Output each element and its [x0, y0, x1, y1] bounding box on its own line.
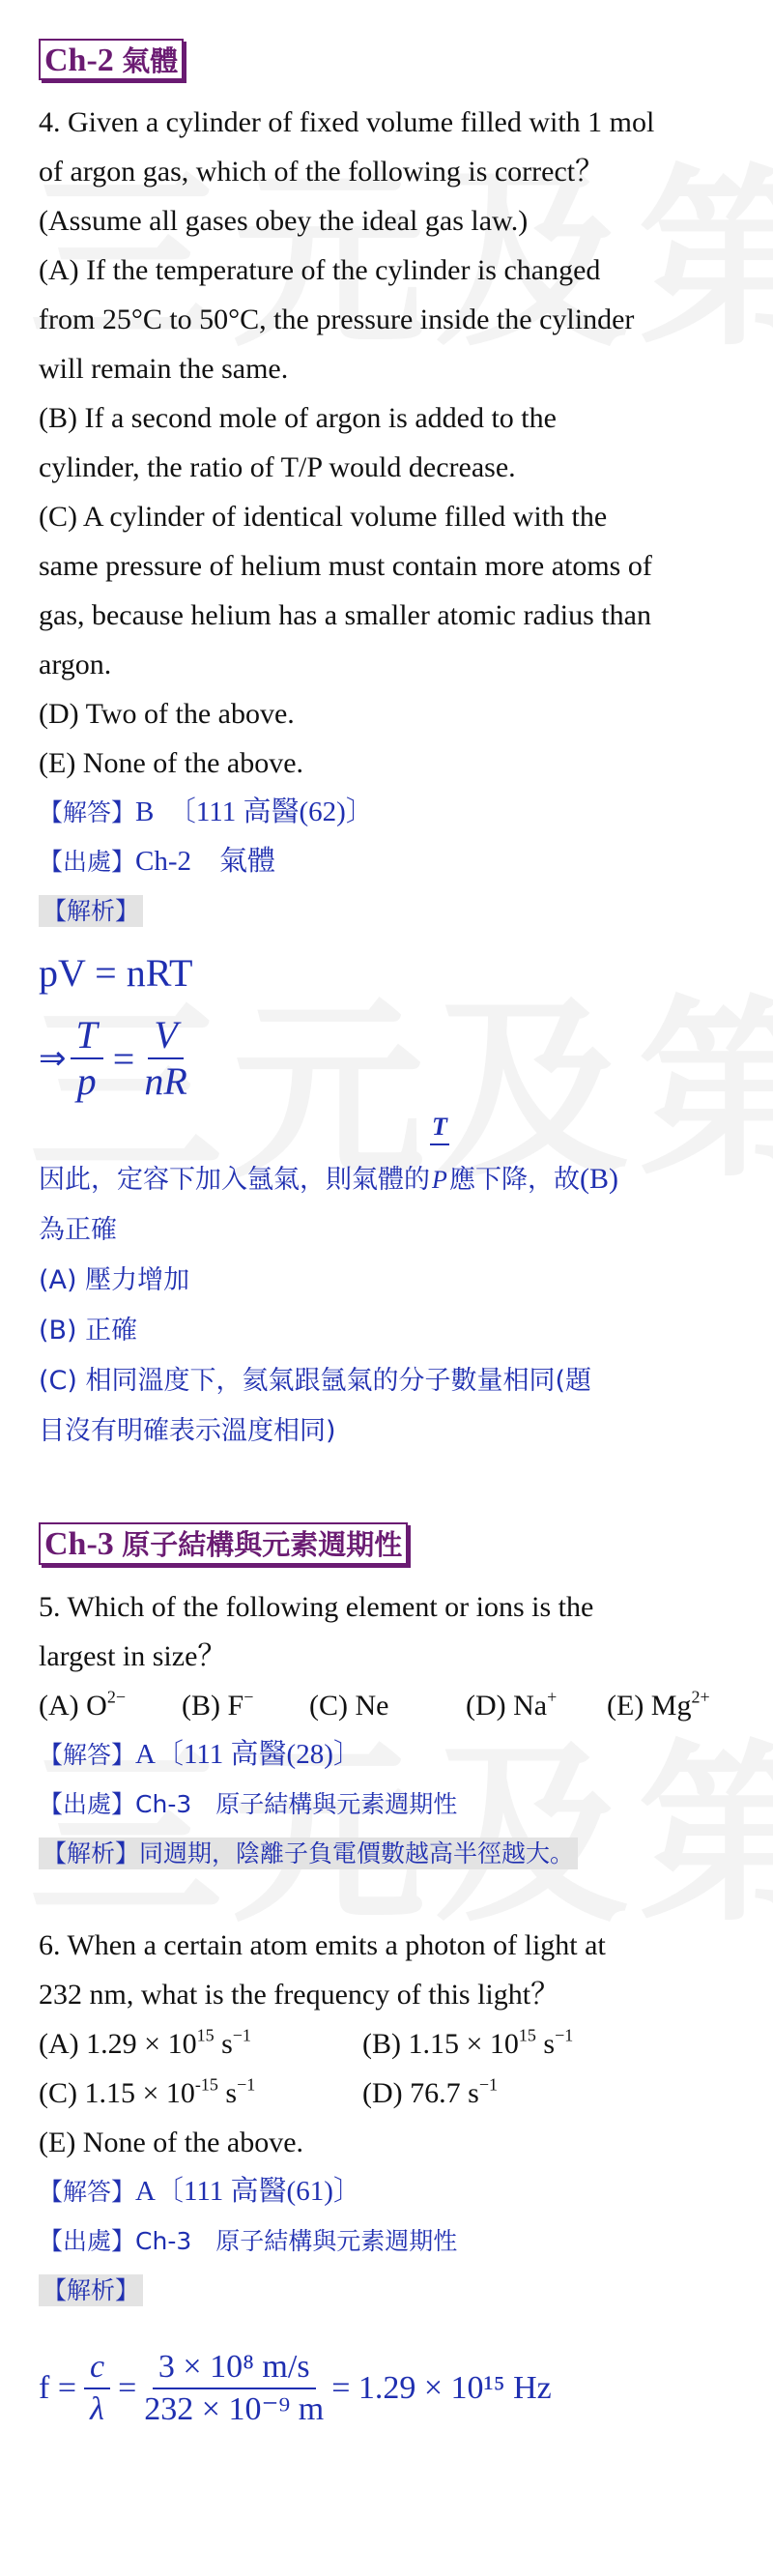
fraction — [144, 2347, 324, 2430]
solution-part: 應下降，故 — [449, 1165, 580, 1196]
question-line: cylinder, the ratio of T/P would decrease. — [39, 451, 516, 484]
document-page — [39, 39, 744, 2437]
option-c — [309, 1681, 466, 1730]
source-value: Ch-2 氣體 — [135, 846, 276, 878]
answer-label: 【解答】 — [39, 798, 136, 827]
answer-row — [39, 1730, 744, 1780]
question-line: (E) None of the above. — [39, 747, 304, 780]
inline-fraction-den: P — [432, 1166, 447, 1195]
option-text: (A) 1.29 × 10 — [39, 2027, 197, 2060]
superscript: −1 — [237, 2074, 256, 2095]
denominator: 232 × 10⁻⁹ m — [144, 2390, 325, 2427]
question-5 — [39, 1582, 744, 1681]
numerator: V — [148, 1013, 183, 1059]
option-e — [607, 1681, 710, 1730]
source-label: 【出處】 — [39, 2226, 136, 2255]
source-value: Ch-3 原子結構與元素週期性 — [135, 2226, 458, 2255]
equation-ratio — [39, 1005, 744, 1112]
question-line: (D) Two of the above. — [39, 698, 295, 731]
superscript: + — [547, 1687, 558, 1707]
chapter-heading — [39, 39, 184, 80]
numerator: c — [84, 2347, 110, 2389]
question-4 — [39, 98, 744, 788]
options-row — [39, 2069, 744, 2118]
answer-value: A〔111 高醫(28)〕 — [135, 1738, 361, 1770]
question-line: (A) If the temperature of the cylinder is changed — [39, 254, 601, 287]
superscript: 15 — [518, 2025, 536, 2045]
solution-part: (B) — [580, 1163, 618, 1196]
question-line: 232 nm, what is the frequency of this light？ — [39, 1978, 560, 2011]
denominator: λ — [90, 2390, 104, 2427]
analysis-text: 同週期，陰離子負電價數越高半徑越大。 — [139, 1838, 575, 1867]
inline-fraction-num: T — [430, 1111, 449, 1145]
options-row — [39, 1681, 744, 1730]
answer-label: 【解答】 — [39, 2177, 136, 2206]
answer-row — [39, 2167, 744, 2216]
analysis-row — [39, 2266, 744, 2315]
solution-part: 因此，定容下加入氬氣，則氣體的 — [39, 1165, 430, 1196]
question-line: (Assume all gases obey the ideal gas law.) — [39, 205, 529, 238]
implies-symbol: ⇒ — [39, 1039, 67, 1079]
numerator: T — [71, 1013, 103, 1059]
equation-rhs: = 1.29 × 10¹⁵ Hz — [331, 2369, 552, 2406]
unit: s — [217, 2076, 238, 2109]
superscript: -15 — [194, 2074, 218, 2095]
numerator: 3 × 10⁸ m/s — [153, 2347, 316, 2389]
option-a — [39, 1681, 182, 1730]
source-row — [39, 1780, 744, 1829]
option-d — [466, 1681, 607, 1730]
superscript: 2− — [106, 1687, 126, 1707]
chapter-heading — [39, 1522, 408, 1564]
solution-line: (A) 壓力增加 — [39, 1265, 190, 1296]
option-text: (D) Na — [466, 1689, 548, 1722]
analysis-label: 【解析】 — [39, 895, 143, 927]
equation-text: pV = nRT — [39, 951, 193, 996]
equals-sign: = — [112, 1036, 135, 1081]
superscript: −1 — [478, 2074, 498, 2095]
chapter-code: Ch-2 — [44, 43, 114, 78]
source-label: 【出處】 — [39, 848, 136, 877]
option-b — [362, 2019, 573, 2069]
fraction — [71, 1013, 103, 1104]
analysis-row — [39, 886, 744, 936]
equation-lhs: f = — [39, 2369, 76, 2406]
solution-line: (B) 正確 — [39, 1316, 138, 1346]
equals-sign: = — [118, 2369, 137, 2406]
fraction — [144, 1013, 186, 1104]
solution-text — [39, 1113, 744, 1457]
denominator: nR — [144, 1059, 187, 1104]
superscript: −1 — [232, 2025, 251, 2045]
solution-line: 為正確 — [39, 1215, 117, 1246]
option-text: (A) O — [39, 1689, 107, 1722]
chapter-code: Ch-3 — [44, 1526, 114, 1563]
analysis-block — [39, 1838, 578, 1869]
options-row — [39, 2019, 744, 2069]
source-row — [39, 2216, 744, 2266]
answer-row — [39, 788, 744, 837]
superscript: 15 — [196, 2025, 215, 2045]
superscript: 2+ — [691, 1687, 710, 1707]
answer-label: 【解答】 — [39, 1740, 136, 1769]
source-row — [39, 837, 744, 886]
solution-line — [39, 1113, 744, 1205]
denominator: p — [76, 1059, 97, 1104]
solution-line: (C) 相同溫度下，氦氣跟氬氣的分子數量相同(題 — [39, 1366, 592, 1397]
chapter-name: 原子結構與元素週期性 — [122, 1528, 403, 1562]
question-line: gas, because helium has a smaller atomic radius than — [39, 599, 651, 632]
inline-fraction — [430, 1113, 449, 1205]
question-line: (B) If a second mole of argon is added to the — [39, 402, 557, 435]
option-text: (B) F — [182, 1689, 244, 1722]
question-line: (C) A cylinder of identical volume filled with the — [39, 501, 608, 534]
question-line: will remain the same. — [39, 353, 289, 386]
question-line: of argon gas, which of the following is correct？ — [39, 156, 605, 188]
unit: s — [535, 2027, 556, 2060]
unit: s — [214, 2027, 233, 2060]
question-line: from 25°C to 50°C, the pressure inside the cylinder — [39, 304, 635, 336]
option-text: (C) Ne — [309, 1689, 389, 1722]
answer-value: A〔111 高醫(61)〕 — [135, 2175, 361, 2207]
question-line: largest in size？ — [39, 1639, 227, 1672]
analysis-label: 【解析】 — [43, 1838, 140, 1867]
option-e: (E) None of the above. — [39, 2126, 304, 2158]
source-value: Ch-3 原子結構與元素週期性 — [135, 1789, 458, 1818]
fraction — [84, 2347, 110, 2430]
option-text: (D) 76.7 s — [362, 2076, 479, 2109]
analysis-row — [39, 1829, 744, 1878]
question-6 — [39, 1921, 744, 2019]
equation-ideal-gas — [39, 949, 744, 998]
question-line: 5. Which of the following element or ions is the — [39, 1590, 594, 1623]
option-d — [362, 2069, 498, 2118]
option-a — [39, 2019, 362, 2069]
solution-line: 目沒有明確表示溫度相同) — [39, 1416, 336, 1447]
option-c — [39, 2069, 362, 2118]
source-label: 【出處】 — [39, 1789, 136, 1818]
chapter-name: 氣體 — [122, 44, 179, 77]
question-line: 4. Given a cylinder of fixed volume filled with 1 mol — [39, 106, 655, 139]
option-text: (C) 1.15 × 10 — [39, 2076, 195, 2109]
superscript: − — [243, 1687, 254, 1707]
analysis-label: 【解析】 — [39, 2274, 143, 2306]
superscript: −1 — [555, 2025, 574, 2045]
question-line: 6. When a certain atom emits a photon of light at — [39, 1928, 606, 1961]
option-text: (E) Mg — [607, 1689, 692, 1722]
option-b — [182, 1681, 309, 1730]
question-line: same pressure of helium must contain more atoms of — [39, 550, 652, 583]
equation-frequency — [39, 2340, 744, 2437]
question-line: argon. — [39, 649, 112, 681]
answer-value: B 〔111 高醫(62)〕 — [135, 796, 374, 828]
option-text: (B) 1.15 × 10 — [362, 2027, 519, 2060]
